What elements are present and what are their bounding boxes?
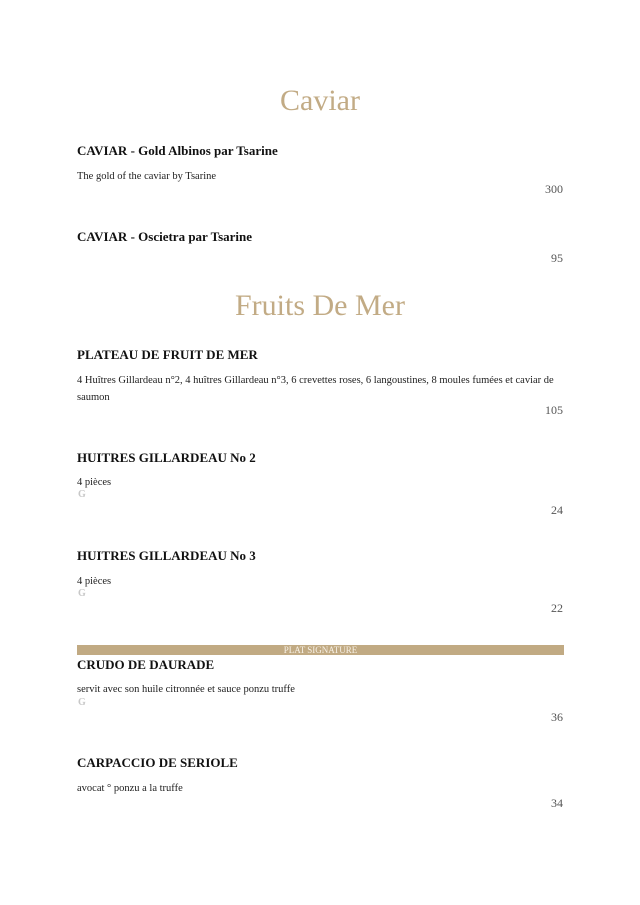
item-description: The gold of the caviar by Tsarine: [77, 171, 217, 182]
item-price: 300: [545, 182, 563, 196]
item-description: avocat ° ponzu a la truffe: [77, 783, 183, 794]
section-title-caviar: Caviar: [280, 84, 360, 117]
item-description: 4 pièces: [77, 576, 112, 587]
item-name: CAVIAR - Oscietra par Tsarine: [77, 229, 253, 244]
section-title-fruits-de-mer: Fruits De Mer: [235, 289, 405, 322]
item-name: CRUDO DE DAURADE: [77, 657, 215, 672]
dietary-tag: G: [78, 588, 86, 599]
item-price: 24: [551, 503, 563, 517]
item-name: PLATEAU DE FRUIT DE MER: [77, 347, 258, 362]
dietary-tag: G: [78, 697, 86, 708]
item-price: 22: [551, 601, 563, 615]
item-price: 105: [545, 403, 563, 417]
item-price: 95: [551, 251, 563, 265]
item-description: 4 Huîtres Gillardeau n°2, 4 huîtres Gillardeau n°3, 6 crevettes roses, 6 langoustines, 8 moules fumées et caviar de saumon: [77, 375, 554, 403]
item-name: HUITRES GILLARDEAU No 3: [77, 548, 256, 563]
signature-badge: PLAT SIGNATURE: [77, 645, 564, 655]
item-name: CAVIAR - Gold Albinos par Tsarine: [77, 143, 278, 158]
item-price: 34: [551, 796, 563, 810]
item-description: servit avec son huile citronnée et sauce ponzu truffe: [77, 684, 295, 695]
dietary-tag: G: [78, 489, 86, 500]
item-name: HUITRES GILLARDEAU No 2: [77, 450, 256, 465]
item-price: 36: [551, 710, 563, 724]
item-name: CARPACCIO DE SERIOLE: [77, 755, 238, 770]
item-description: 4 pièces: [77, 477, 112, 488]
